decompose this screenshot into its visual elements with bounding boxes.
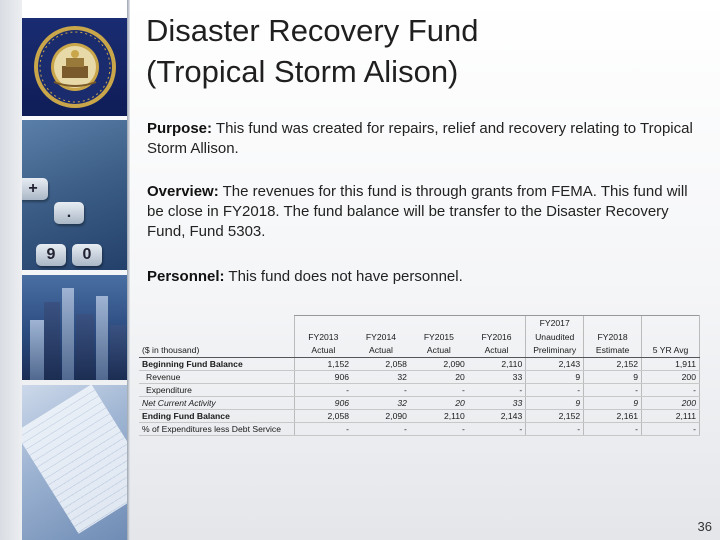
table-cell: 2,152 bbox=[584, 358, 642, 371]
sidebar-edge bbox=[0, 0, 22, 540]
fy2017-header: FY2017 bbox=[526, 316, 584, 330]
row-label: Ending Fund Balance bbox=[139, 410, 294, 423]
row-label: Net Current Activity bbox=[139, 397, 294, 410]
table-header-row-bottom bbox=[139, 344, 700, 358]
table-header-row-top bbox=[139, 316, 700, 330]
calculator-key: 0 bbox=[72, 244, 102, 266]
table-cell: - bbox=[294, 384, 352, 397]
calculator-image bbox=[22, 120, 127, 270]
table-row bbox=[139, 384, 700, 397]
table-cell: 2,058 bbox=[352, 358, 410, 371]
table-cell: 20 bbox=[410, 397, 468, 410]
overview-text: The revenues for this fund is through grants from FEMA. This fund will be close in FY2018. The fund balance will be transfer to the Disaster Recovery Fund, Fund 5303. bbox=[147, 183, 688, 240]
personnel-text: This fund does not have personnel. bbox=[224, 268, 463, 285]
city-seal-icon bbox=[32, 24, 118, 110]
table-cell: 200 bbox=[642, 397, 700, 410]
table-cell: 2,152 bbox=[526, 410, 584, 423]
table-cell: 200 bbox=[642, 371, 700, 384]
column-subheader: Actual bbox=[294, 344, 352, 358]
table-cell: - bbox=[352, 423, 410, 436]
table-cell: - bbox=[352, 384, 410, 397]
table-row bbox=[139, 410, 700, 423]
table-cell: 1,911 bbox=[642, 358, 700, 371]
column-header bbox=[642, 330, 700, 344]
table-cell: 33 bbox=[468, 397, 526, 410]
table-cell: - bbox=[410, 423, 468, 436]
table-cell: 2,110 bbox=[468, 358, 526, 371]
table-cell: 9 bbox=[526, 371, 584, 384]
table-cell: 32 bbox=[352, 371, 410, 384]
table-cell: 2,090 bbox=[352, 410, 410, 423]
column-header: FY2013 bbox=[294, 330, 352, 344]
decorative-sidebar bbox=[0, 0, 127, 540]
column-header: FY2018 bbox=[584, 330, 642, 344]
column-subheader: Actual bbox=[468, 344, 526, 358]
column-subheader: Preliminary bbox=[526, 344, 584, 358]
table-cell: - bbox=[526, 423, 584, 436]
column-header: FY2016 bbox=[481, 331, 512, 342]
table-cell: - bbox=[526, 384, 584, 397]
purpose-text: This fund was created for repairs, relief and recovery relating to Tropical Storm Allison. bbox=[147, 120, 693, 157]
table-cell: 9 bbox=[584, 397, 642, 410]
table-row bbox=[139, 371, 700, 384]
table-cell: 906 bbox=[294, 371, 352, 384]
table-header-row-middle bbox=[139, 330, 700, 344]
overview-paragraph bbox=[147, 182, 697, 242]
table-cell: - bbox=[410, 384, 468, 397]
overview-label: Overview: bbox=[147, 183, 219, 200]
city-seal-panel bbox=[22, 18, 127, 116]
fund-summary-table bbox=[139, 315, 700, 436]
page-number: 36 bbox=[697, 519, 712, 534]
personnel-paragraph bbox=[147, 267, 697, 287]
purpose-label: Purpose: bbox=[147, 120, 213, 137]
column-subheader: Actual bbox=[352, 344, 410, 358]
table-cell: 2,111 bbox=[642, 410, 700, 423]
personnel-label: Personnel: bbox=[147, 268, 225, 285]
table-cell: 2,143 bbox=[468, 410, 526, 423]
table-row bbox=[139, 358, 700, 371]
table-cell: 906 bbox=[294, 397, 352, 410]
calculator-key: 9 bbox=[36, 244, 66, 266]
table-cell: 9 bbox=[526, 397, 584, 410]
column-subheader: Actual bbox=[410, 344, 468, 358]
table-cell: 2,143 bbox=[526, 358, 584, 371]
row-label: Expenditure bbox=[139, 384, 294, 397]
table-cell: 32 bbox=[352, 397, 410, 410]
calculator-key: . bbox=[54, 202, 84, 224]
column-header: Unaudited bbox=[526, 330, 584, 344]
slide-title bbox=[146, 10, 706, 92]
table-cell: 1,152 bbox=[294, 358, 352, 371]
table-cell: - bbox=[584, 423, 642, 436]
purpose-paragraph bbox=[147, 119, 697, 159]
table-cell: - bbox=[468, 384, 526, 397]
table-cell: 2,090 bbox=[410, 358, 468, 371]
table-cell: 2,110 bbox=[410, 410, 468, 423]
table-cell: 20 bbox=[410, 371, 468, 384]
table-cell: - bbox=[642, 384, 700, 397]
table-cell: - bbox=[584, 384, 642, 397]
calculator-key: + bbox=[22, 178, 48, 200]
table-cell: 2,058 bbox=[294, 410, 352, 423]
column-subheader: Estimate bbox=[584, 344, 642, 358]
row-label: % of Expenditures less Debt Service bbox=[139, 423, 294, 436]
city-skyline-image bbox=[22, 275, 127, 380]
row-label: Beginning Fund Balance bbox=[139, 358, 294, 371]
unit-label: ($ in thousand) bbox=[139, 344, 294, 358]
table-row bbox=[139, 397, 700, 410]
title-line-1: Disaster Recovery Fund bbox=[146, 13, 479, 48]
table-cell: - bbox=[642, 423, 700, 436]
paper-image bbox=[22, 385, 127, 540]
table-cell: 2,161 bbox=[584, 410, 642, 423]
column-header: FY2014 bbox=[365, 331, 397, 342]
row-label: Revenue bbox=[139, 371, 294, 384]
sidebar-divider bbox=[127, 0, 130, 540]
table-cell: 9 bbox=[584, 371, 642, 384]
table-row bbox=[139, 423, 700, 436]
column-subheader: 5 YR Avg bbox=[642, 344, 700, 358]
column-header: FY2015 bbox=[423, 331, 454, 342]
table-cell: - bbox=[468, 423, 526, 436]
title-line-2: (Tropical Storm Alison) bbox=[146, 54, 459, 89]
table-cell: 33 bbox=[468, 371, 526, 384]
table-cell: - bbox=[294, 423, 352, 436]
